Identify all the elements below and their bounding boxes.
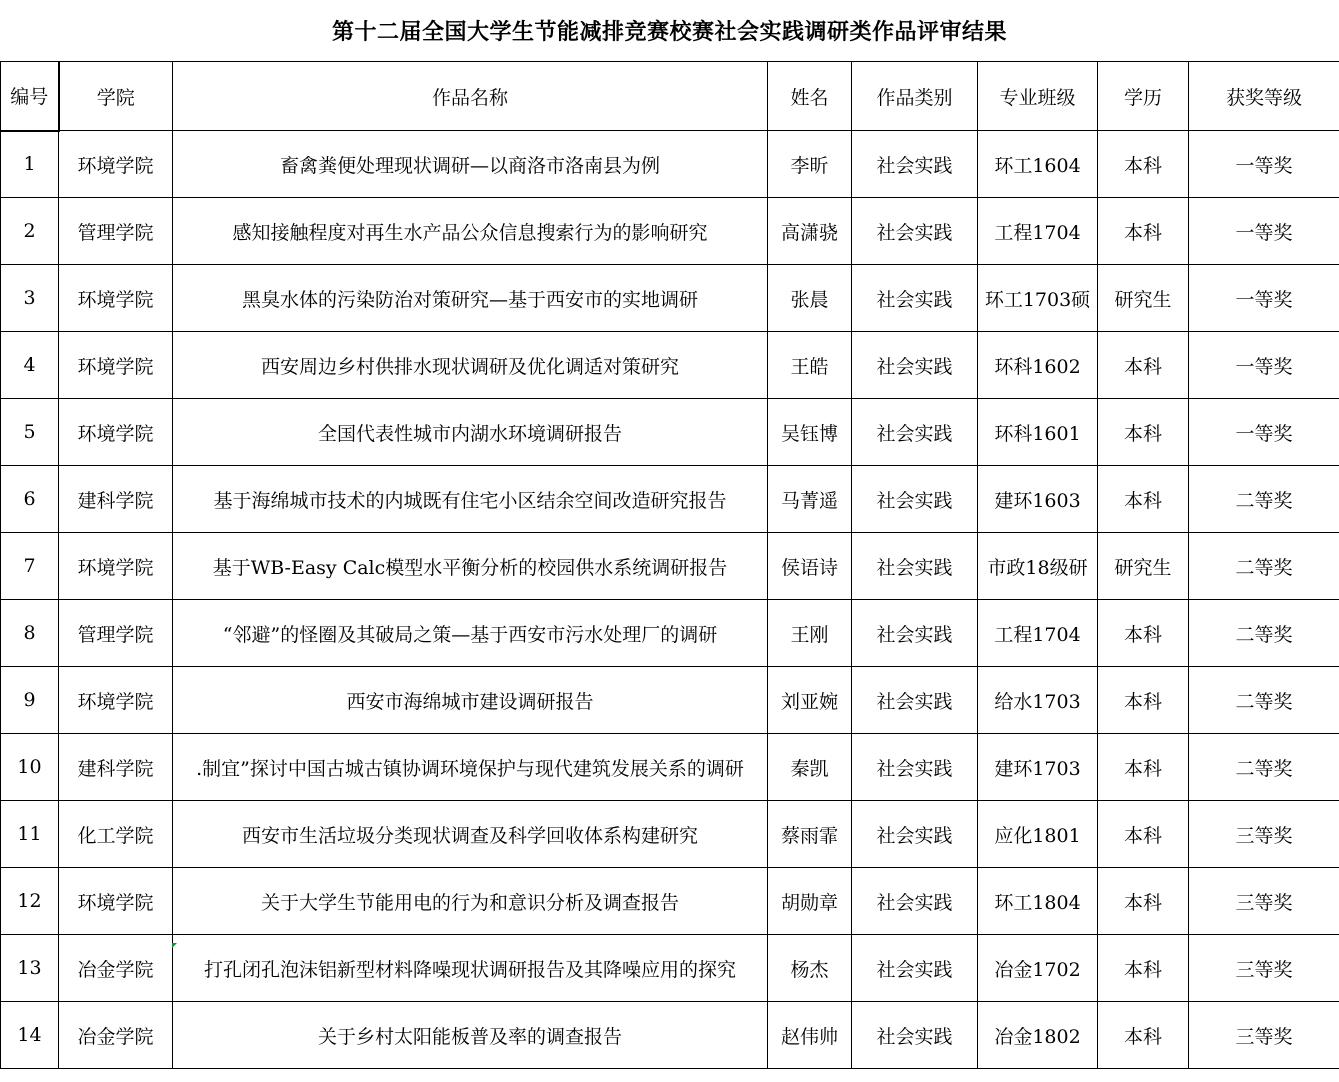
cell-name[interactable]: 秦凯 — [768, 734, 852, 801]
cell-name[interactable]: 张晨 — [768, 265, 852, 332]
cell-degree[interactable]: 本科 — [1098, 734, 1189, 801]
cell-name[interactable]: 马菁遥 — [768, 466, 852, 533]
cell-id[interactable]: 8 — [1, 600, 59, 667]
table-row — [1, 198, 1339, 265]
header-id[interactable]: 编号 — [1, 62, 59, 131]
cell-class[interactable]: 工程1704 — [978, 198, 1098, 265]
table-row — [1, 265, 1339, 332]
cell-award[interactable]: 三等奖 — [1189, 935, 1339, 1002]
cell-degree[interactable]: 本科 — [1098, 1002, 1189, 1069]
cell-class[interactable]: 冶金1702 — [978, 935, 1098, 1002]
cell-class[interactable]: 环科1602 — [978, 332, 1098, 399]
cell-class[interactable]: 工程1704 — [978, 600, 1098, 667]
cell-college[interactable]: 冶金学院 — [59, 1002, 173, 1069]
cell-award[interactable]: 二等奖 — [1189, 600, 1339, 667]
cell-college[interactable]: 建科学院 — [59, 466, 173, 533]
cell-college[interactable]: 管理学院 — [59, 198, 173, 265]
cell-college[interactable]: 环境学院 — [59, 131, 173, 198]
cell-college[interactable]: 环境学院 — [59, 399, 173, 466]
cell-college[interactable]: 环境学院 — [59, 332, 173, 399]
table-row — [1, 734, 1339, 801]
table-body — [1, 131, 1339, 1069]
header-college[interactable]: 学院 — [59, 62, 173, 131]
cell-work[interactable]: 感知接触程度对再生水产品公众信息搜索行为的影响研究 — [173, 198, 768, 265]
cell-id[interactable]: 12 — [1, 868, 59, 935]
cell-work[interactable]: 关于乡村太阳能板普及率的调查报告 — [173, 1002, 768, 1069]
cell-college[interactable]: 环境学院 — [59, 533, 173, 600]
cell-award[interactable]: 一等奖 — [1189, 198, 1339, 265]
cell-degree[interactable]: 本科 — [1098, 198, 1189, 265]
cell-class[interactable]: 给水1703 — [978, 667, 1098, 734]
cell-type[interactable]: 社会实践 — [852, 600, 978, 667]
cell-award[interactable]: 二等奖 — [1189, 533, 1339, 600]
cell-name[interactable]: 赵伟帅 — [768, 1002, 852, 1069]
cell-type[interactable]: 社会实践 — [852, 198, 978, 265]
cell-class[interactable]: 市政18级研 — [978, 533, 1098, 600]
cell-degree[interactable]: 本科 — [1098, 600, 1189, 667]
cell-type[interactable]: 社会实践 — [852, 399, 978, 466]
cell-name[interactable]: 王刚 — [768, 600, 852, 667]
cell-type[interactable]: 社会实践 — [852, 265, 978, 332]
cell-work[interactable]: 西安市生活垃圾分类现状调查及科学回收体系构建研究 — [173, 801, 768, 868]
cell-work[interactable]: 全国代表性城市内湖水环境调研报告 — [173, 399, 768, 466]
cell-name[interactable]: 高潇骁 — [768, 198, 852, 265]
table-row — [1, 399, 1339, 466]
cell-name[interactable]: 李昕 — [768, 131, 852, 198]
cell-id[interactable]: 6 — [1, 466, 59, 533]
table-header — [1, 62, 1339, 131]
cell-award[interactable]: 二等奖 — [1189, 734, 1339, 801]
cell-name[interactable]: 吴钰博 — [768, 399, 852, 466]
cell-award[interactable]: 一等奖 — [1189, 131, 1339, 198]
cell-name[interactable]: 蔡雨霏 — [768, 801, 852, 868]
cell-id[interactable]: 14 — [1, 1002, 59, 1069]
cell-award[interactable]: 三等奖 — [1189, 1002, 1339, 1069]
cell-id[interactable]: 10 — [1, 734, 59, 801]
cell-work[interactable]: 黑臭水体的污染防治对策研究—基于西安市的实地调研 — [173, 265, 768, 332]
header-award[interactable]: 获奖等级 — [1189, 62, 1339, 131]
cell-name[interactable]: 胡勋章 — [768, 868, 852, 935]
cell-award[interactable]: 三等奖 — [1189, 868, 1339, 935]
cell-comment-marker — [172, 943, 177, 948]
cell-award[interactable]: 一等奖 — [1189, 332, 1339, 399]
results-table — [0, 61, 1339, 1069]
sheet-title: 第十二届全国大学生节能减排竞赛校赛社会实践调研类作品评审结果 — [331, 19, 1007, 45]
cell-id[interactable]: 11 — [1, 801, 59, 868]
cell-award[interactable]: 一等奖 — [1189, 399, 1339, 466]
table-row — [1, 1002, 1339, 1069]
table-row — [1, 332, 1339, 399]
cell-award[interactable]: 二等奖 — [1189, 667, 1339, 734]
table-row — [1, 667, 1339, 734]
cell-type[interactable]: 社会实践 — [852, 466, 978, 533]
cell-college[interactable]: 环境学院 — [59, 265, 173, 332]
cell-degree[interactable]: 本科 — [1098, 466, 1189, 533]
cell-college[interactable]: 建科学院 — [59, 734, 173, 801]
cell-work[interactable]: .制宜”探讨中国古城古镇协调环境保护与现代建筑发展关系的调研 — [173, 734, 768, 801]
table-row — [1, 868, 1339, 935]
header-row — [1, 62, 1339, 131]
header-class[interactable]: 专业班级 — [978, 62, 1098, 131]
cell-degree[interactable]: 研究生 — [1098, 533, 1189, 600]
cell-id[interactable]: 1 — [1, 131, 59, 198]
cell-degree[interactable]: 本科 — [1098, 131, 1189, 198]
table-row — [1, 935, 1339, 1002]
cell-degree[interactable]: 研究生 — [1098, 265, 1189, 332]
cell-work[interactable]: 畜禽粪便处理现状调研—以商洛市洛南县为例 — [173, 131, 768, 198]
cell-work[interactable]: “邻避”的怪圈及其破局之策—基于西安市污水处理厂的调研 — [173, 600, 768, 667]
cell-college[interactable]: 化工学院 — [59, 801, 173, 868]
table-row — [1, 131, 1339, 198]
cell-degree[interactable]: 本科 — [1098, 399, 1189, 466]
cell-work[interactable]: 关于大学生节能用电的行为和意识分析及调查报告 — [173, 868, 768, 935]
cell-work[interactable]: 基于WB-Easy Calc模型水平衡分析的校园供水系统调研报告 — [173, 533, 768, 600]
cell-work[interactable]: 打孔闭孔泡沫铝新型材料降噪现状调研报告及其降噪应用的探究 — [173, 935, 768, 1002]
header-degree[interactable]: 学历 — [1098, 62, 1189, 131]
cell-work[interactable]: 基于海绵城市技术的内城既有住宅小区结余空间改造研究报告 — [173, 466, 768, 533]
cell-class[interactable]: 环工1703硕 — [978, 265, 1098, 332]
table-row — [1, 533, 1339, 600]
cell-id[interactable]: 9 — [1, 667, 59, 734]
cell-class[interactable]: 建环1703 — [978, 734, 1098, 801]
header-type[interactable]: 作品类别 — [852, 62, 978, 131]
cell-class[interactable]: 环工1604 — [978, 131, 1098, 198]
cell-class[interactable]: 环工1804 — [978, 868, 1098, 935]
cell-college[interactable]: 冶金学院 — [59, 935, 173, 1002]
cell-award[interactable]: 三等奖 — [1189, 801, 1339, 868]
cell-type[interactable]: 社会实践 — [852, 734, 978, 801]
cell-degree[interactable]: 本科 — [1098, 868, 1189, 935]
cell-class[interactable]: 环科1601 — [978, 399, 1098, 466]
table-row — [1, 600, 1339, 667]
cell-id[interactable]: 13 — [1, 935, 59, 1002]
header-work[interactable]: 作品名称 — [173, 62, 768, 131]
cell-class[interactable]: 应化1801 — [978, 801, 1098, 868]
cell-id[interactable]: 2 — [1, 198, 59, 265]
cell-type[interactable]: 社会实践 — [852, 801, 978, 868]
cell-class[interactable]: 建环1603 — [978, 466, 1098, 533]
cell-id[interactable]: 5 — [1, 399, 59, 466]
table-row — [1, 466, 1339, 533]
cell-award[interactable]: 二等奖 — [1189, 466, 1339, 533]
cell-class[interactable]: 冶金1802 — [978, 1002, 1098, 1069]
cell-id[interactable]: 4 — [1, 332, 59, 399]
cell-name[interactable]: 侯语诗 — [768, 533, 852, 600]
cell-degree[interactable]: 本科 — [1098, 667, 1189, 734]
cell-type[interactable]: 社会实践 — [852, 533, 978, 600]
cell-type[interactable]: 社会实践 — [852, 131, 978, 198]
table-row — [1, 801, 1339, 868]
cell-degree[interactable]: 本科 — [1098, 801, 1189, 868]
cell-degree[interactable]: 本科 — [1098, 935, 1189, 1002]
cell-name[interactable]: 王皓 — [768, 332, 852, 399]
cell-work[interactable]: 西安周边乡村供排水现状调研及优化调适对策研究 — [173, 332, 768, 399]
cell-college[interactable]: 环境学院 — [59, 667, 173, 734]
header-name[interactable]: 姓名 — [768, 62, 852, 131]
cell-type[interactable]: 社会实践 — [852, 868, 978, 935]
cell-id[interactable]: 7 — [1, 533, 59, 600]
cell-award[interactable]: 一等奖 — [1189, 265, 1339, 332]
cell-type[interactable]: 社会实践 — [852, 667, 978, 734]
cell-type[interactable]: 社会实践 — [852, 332, 978, 399]
cell-college[interactable]: 管理学院 — [59, 600, 173, 667]
cell-college[interactable]: 环境学院 — [59, 868, 173, 935]
cell-name[interactable]: 杨杰 — [768, 935, 852, 1002]
cell-name[interactable]: 刘亚婉 — [768, 667, 852, 734]
cell-type[interactable]: 社会实践 — [852, 1002, 978, 1069]
cell-work[interactable]: 西安市海绵城市建设调研报告 — [173, 667, 768, 734]
cell-degree[interactable]: 本科 — [1098, 332, 1189, 399]
cell-type[interactable]: 社会实践 — [852, 935, 978, 1002]
cell-id[interactable]: 3 — [1, 265, 59, 332]
